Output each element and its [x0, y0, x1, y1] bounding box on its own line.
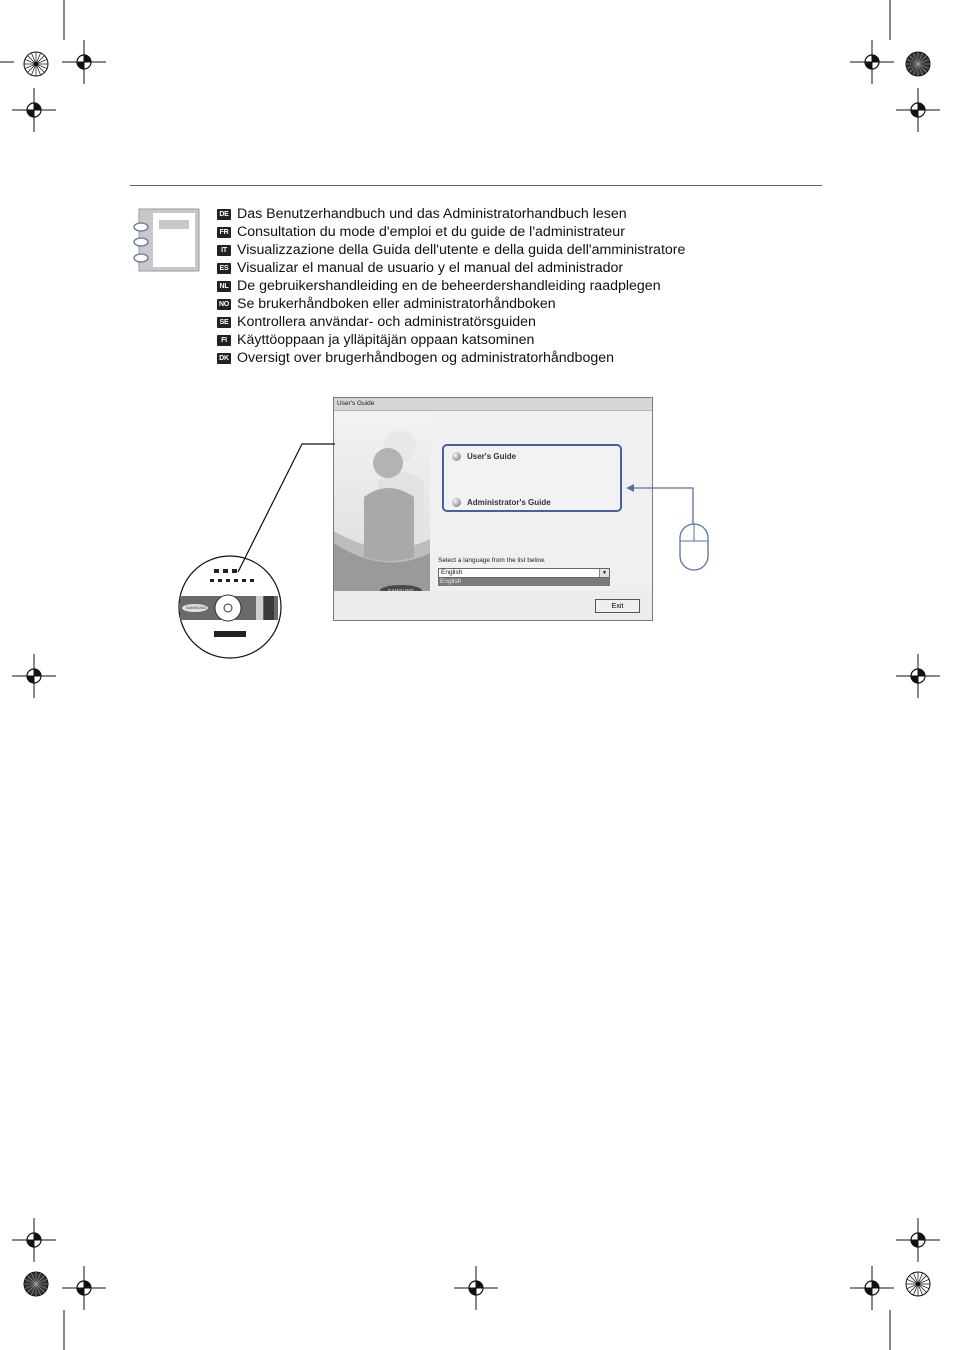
language-option[interactable]: English: [438, 578, 610, 586]
language-heading-text: De gebruikershandleiding en de beheerdershandleiding raadplegen: [237, 278, 661, 294]
language-heading-text: Visualizzazione della Guida dell'utente e della guida dell'amministratore: [237, 242, 686, 258]
language-code-badge: ES: [217, 263, 231, 274]
language-heading-text: Kontrollera användar- och administratörsguiden: [237, 314, 536, 330]
language-heading-text: Consultation du mode d'emploi et du guide de l'administrateur: [237, 224, 625, 240]
dropdown-arrow-icon[interactable]: ▼: [599, 569, 609, 577]
language-code-badge: DE: [217, 209, 231, 220]
users-guide-label: User's Guide: [467, 452, 517, 461]
language-code-badge: FI: [217, 335, 231, 346]
cd-brand-label: SAMSUNG: [185, 605, 207, 610]
language-code-badge: NL: [217, 281, 231, 292]
mouse-icon: [677, 521, 711, 573]
language-code-badge: FR: [217, 227, 231, 238]
language-heading-text: Visualizar el manual de usuario y el manual del administrador: [237, 260, 624, 276]
language-code-badge: IT: [217, 245, 231, 256]
dialog-title: User's Guide: [334, 398, 652, 411]
language-code-badge: NO: [218, 300, 230, 308]
language-selected-value: English: [441, 569, 463, 576]
language-prompt: Select a language from the list below.: [438, 557, 546, 564]
administrators-guide-label: Administrator's Guide: [467, 498, 551, 507]
dialog-brand-logo: SAMSUNG: [380, 585, 422, 591]
language-heading-text: Se brukerhåndboken eller administratorhåndboken: [237, 296, 556, 312]
language-heading-text: Oversigt over brugerhåndbogen og administratorhåndbogen: [237, 350, 615, 366]
language-heading-text: Käyttöoppaan ja ylläpitäjän oppaan katsominen: [237, 332, 535, 348]
language-code-badge: DK: [217, 353, 231, 364]
language-heading-text: Das Benutzerhandbuch und das Administratorhandbuch lesen: [237, 206, 627, 222]
exit-button[interactable]: Exit: [595, 599, 640, 613]
language-code-badge: SE: [217, 317, 231, 328]
